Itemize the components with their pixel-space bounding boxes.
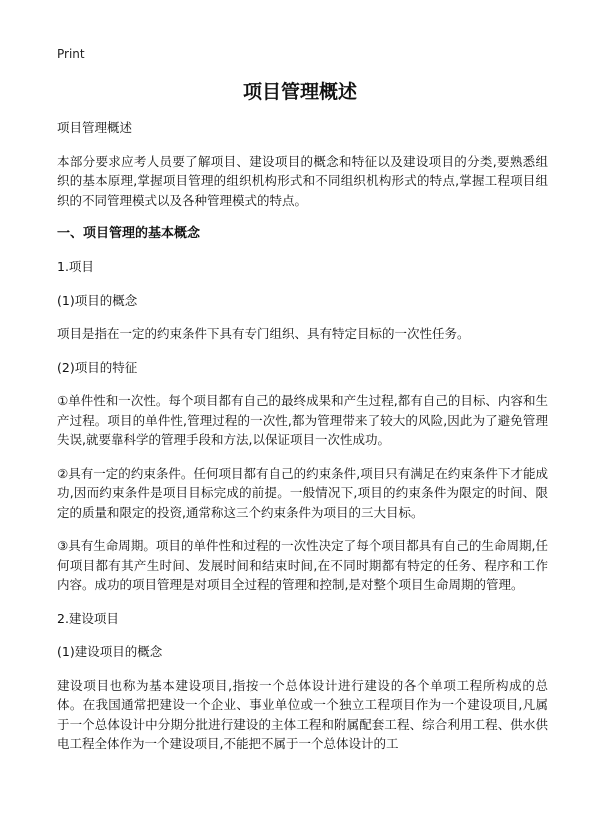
document-subtitle: 项目管理概述 [57,120,133,135]
paragraph: 建设项目也称为基本建设项目,指按一个总体设计进行建设的各个单项工程所构成的总体。在我国通常把建设一个企业、事业单位或一个独立工程项目作为一个建设项目,凡属于一个总体设计中分期分批进行建设的主体工程和附属配套工程、综合利用工程、供水供电工程全体作为一个建设项目,不能把不属于一个总体设计的工 [57,677,548,751]
item-heading: 1.项目 [57,259,94,274]
sub-heading: (2)项目的特征 [57,359,138,375]
sub-heading: (1)建设项目的概念 [57,644,163,659]
sub-heading: (1)项目的概念 [57,292,138,308]
paragraph: ①单件性和一次性。每个项目都有自己的最终成果和产生过程,都有自己的目标、内容和生产过程。项目的单件性,管理过程的一次性,都为管理带来了较大的风险,因此为了避免管理失误,就要靠科学的管理手段和方法,以保证项目一次性成功。 [57,393,548,447]
section-heading: 一、项目管理的基本概念 [57,226,201,241]
paragraph: ③具有生命周期。项目的单件性和过程的一次性决定了每个项目都具有自己的生命周期,任何项目都有其产生时间、发展时间和结束时间,在不同时期都有特定的任务、程序和工作内容。成功的项目管理是对项目全过程的管理和控制,是对整个项目生命周期的管理。 [57,538,548,592]
item-heading: 2.建设项目 [57,610,119,626]
print-label: Print [57,47,85,61]
document-body [57,118,548,768]
document-title: 项目管理概述 [242,81,357,103]
paragraph: 项目是指在一定的约束条件下具有专门组织、具有特定目标的一次性任务。 [57,326,470,341]
intro-paragraph: 本部分要求应考人员要了解项目、建设项目的概念和特征以及建设项目的分类,要熟悉组织的基本原理,掌握项目管理的组织机构形式和不同组织机构形式的特点,掌握工程项目组织的不同管理模式以及各种管理模式的特点。 [57,153,548,208]
paragraph: ②具有一定的约束条件。任何项目都有自己的约束条件,项目只有满足在约束条件下才能成功,因而约束条件是项目目标完成的前提。一般情况下,项目的约束条件为限定的时间、限定的质量和限定的投资,通常称这三个约束条件为项目的三大目标。 [57,465,548,520]
